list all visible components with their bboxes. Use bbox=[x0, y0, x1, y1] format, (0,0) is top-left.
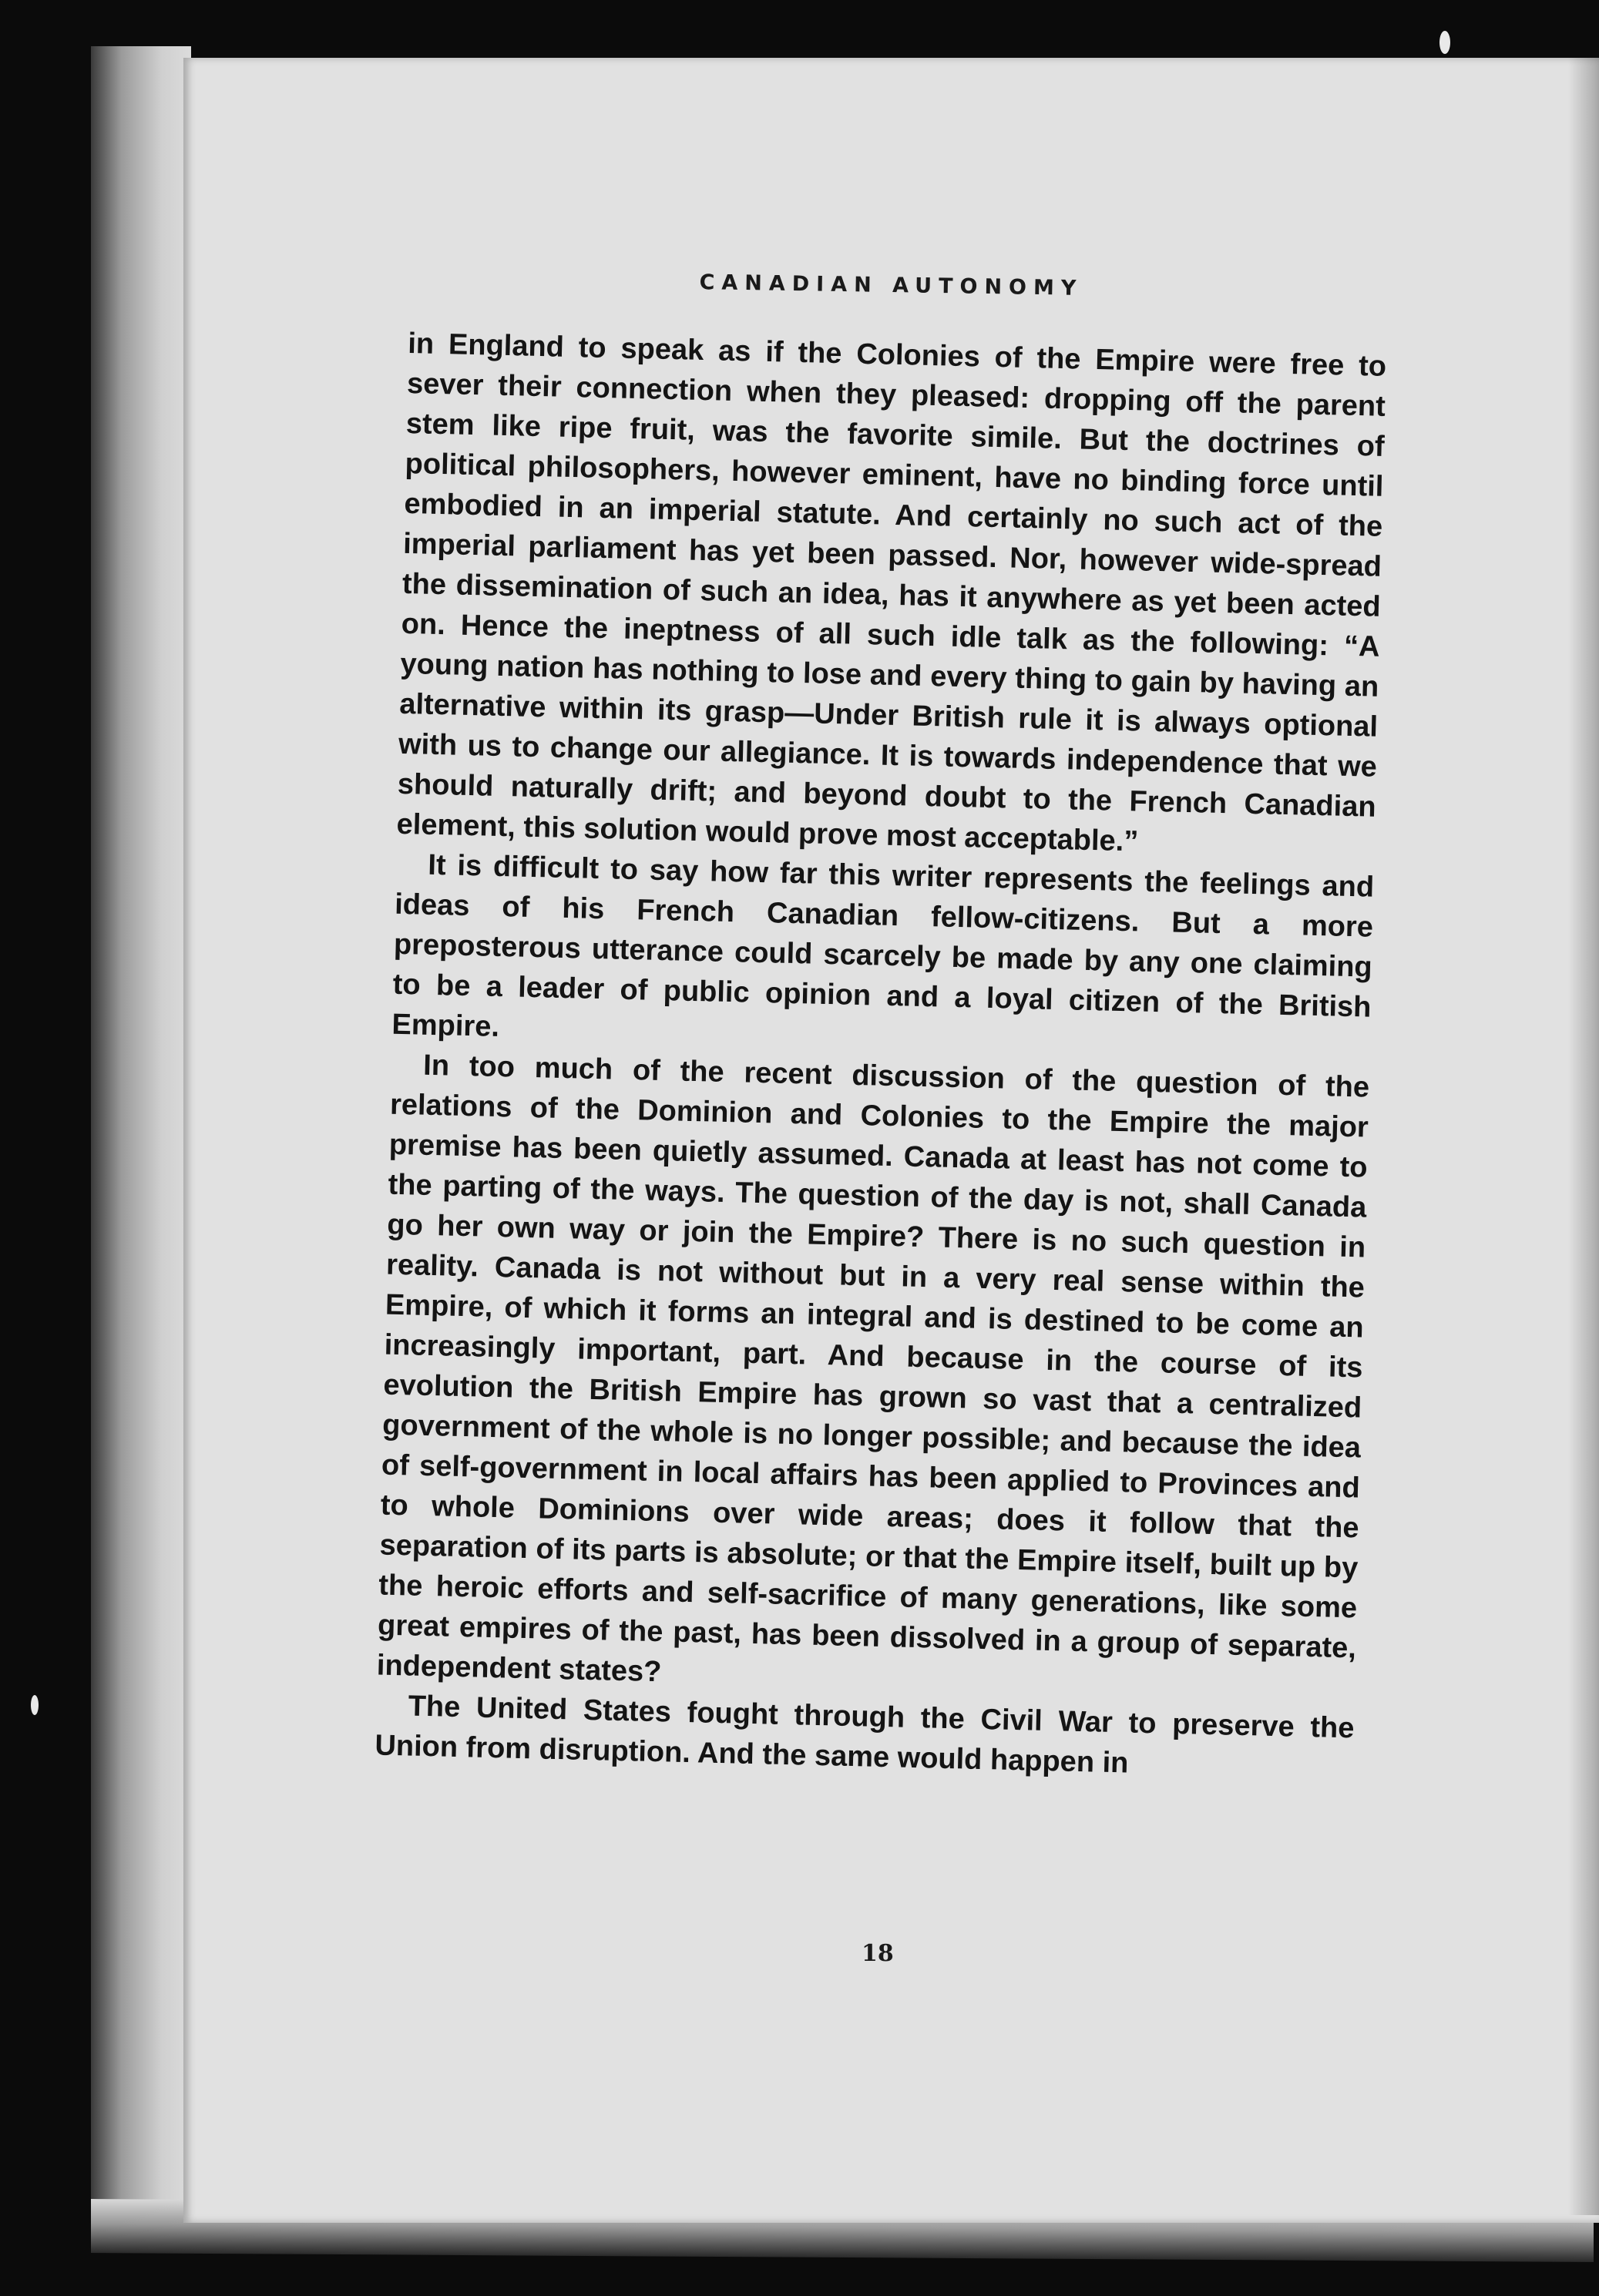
running-head: CANADIAN AUTONOMY bbox=[699, 270, 1083, 300]
book-page-edges-left bbox=[91, 46, 191, 2234]
paragraph: In too much of the recent discussion of the question of the relations of the Dominion and Colonies to the Empire the major premise has been quietly assumed. Canada at least has not come to the parting of the ways. The question of the day is not, shall Canada go her own way or join the Empire? There is no such question in reality. Canada is not without but in a very real sense within the Empire, of which it forms an integral and is destined to be come an increasingly important, part. And because in the course of its evolution the British Empire has grown so vast that a centralized government of the whole is no longer possible; and because the idea of self-government in local affairs has been applied to Provinces and to whole Dominions over wide areas; does it follow that the separation of its parts is absolute; or that the Empire itself, built up by the heroic efforts and self-sacrifice of many generations, like some great empires of the past, has been dissolved in a group of separate, independent states? bbox=[376, 1049, 1370, 1689]
paragraph: The United States fought through the Civil War to preserve the Union from disruption. And the same would happen in bbox=[375, 1690, 1355, 1780]
page-number: 18 bbox=[862, 1940, 894, 1967]
body-text bbox=[375, 324, 1387, 1788]
paragraph: It is difficult to say how far this writer represents the feelings and ideas of his French Canadian fellow-citizens. But a more preposterous utterance could scarcely be made by any one claiming to be a leader of public opinion and a loyal citizen of the British Empire. bbox=[391, 848, 1375, 1044]
paragraph: in England to speak as if the Colonies of the Empire were free to sever their connection when they pleased: dropping off the parent stem like ripe fruit, was the favorite simile. But the doctrines of political philosophers, however eminent, have no binding force until embodied in an imperial statute. And certainly no such act of the imperial parliament has yet been passed. Nor, however wide-spread the dissemination of such an idea, has it anywhere as yet been acted on. Hence the ineptness of all such idle talk as the following: “A young nation has nothing to lose and every thing to gain by having an alternative within its grasp—Under British rule it is always optional with us to change our allegiance. It is towards independence that we should naturally drift; and beyond doubt to the French Canadian element, this solution would prove most acceptable.” bbox=[396, 327, 1387, 858]
scan-speck bbox=[31, 1695, 39, 1715]
page-gutter-shadow bbox=[1568, 58, 1599, 2215]
scan-speck bbox=[1439, 31, 1450, 54]
